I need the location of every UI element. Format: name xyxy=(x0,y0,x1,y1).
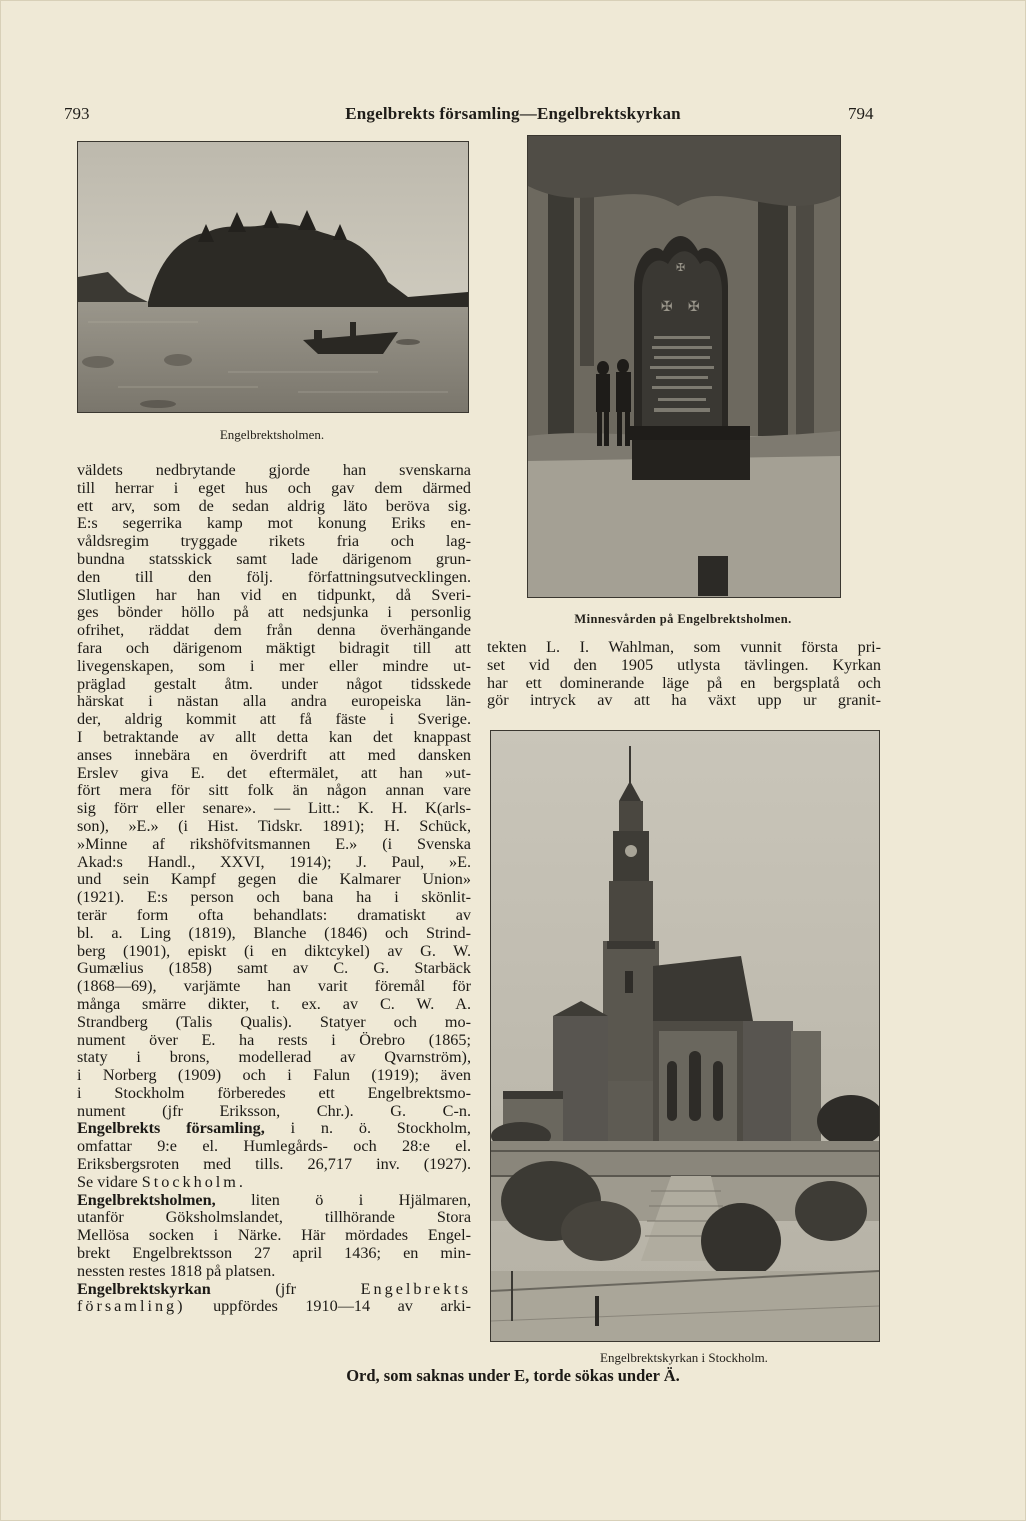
text-line: E:s segerrika kamp mot konung Eriks en- xyxy=(77,514,471,533)
svg-text:✠: ✠ xyxy=(661,299,673,315)
cross-reference: Stockholm. xyxy=(141,1172,246,1191)
text-line: nessten restes 1818 på platsen. xyxy=(77,1261,276,1280)
text-line: und sein Kampf gegen die Kalmarer Union» xyxy=(77,870,471,889)
text-line: tekten L. I. Wahlman, som vunnit första pri- xyxy=(487,638,881,656)
cross-reference: församling) xyxy=(77,1297,186,1316)
photo-church xyxy=(490,730,880,1342)
text-line: präglad gestalt åtm. under något tidsskede xyxy=(77,674,471,693)
text-line: terär form ofta behandlats: dramatiskt av xyxy=(77,905,471,924)
text-line: till herrar i eget hus och gav dem därmed xyxy=(77,478,471,497)
monument-picture xyxy=(528,136,840,597)
text-line: ges bönder höllo på att nedsjunka i personlig xyxy=(77,603,471,622)
caption-church: Engelbrektskyrkan i Stockholm. xyxy=(600,1350,768,1365)
text-line: bl. a. Ling (1819), Blanche (1846) och Strind- xyxy=(77,923,471,942)
text-line: I betraktande av allt detta kan det knappast xyxy=(77,727,471,746)
text-line: omfattar 9:e el. Humlegårds- och 28:e el. xyxy=(77,1137,471,1156)
text-line: i Stockholm förberedes ett Engelbrektsmo- xyxy=(77,1083,471,1102)
text-line: staty i brons, modellerad av Qvarnström), xyxy=(77,1048,471,1067)
caption-engelbrektsholmen: Engelbrektsholmen. xyxy=(219,427,325,442)
entry-forsamling-line xyxy=(77,1120,471,1138)
text-line: Mellösa socken i Närke. Här mördades Engel- xyxy=(77,1226,471,1245)
text-line: anses innebära en överdrift att med dansken xyxy=(77,745,471,764)
entry-text: (jfr xyxy=(210,1279,361,1298)
entry-head: Engelbrektsholmen, xyxy=(77,1190,216,1209)
text-line: härskat i nästan alla andra europeiska län- xyxy=(77,692,471,711)
text-line: der, aldrig kommit att få fäste i Sverige. xyxy=(77,710,471,729)
page-number-right: 794 xyxy=(848,104,874,123)
text-line: Gumælius (1858) samt av C. G. Starbäck xyxy=(77,959,471,978)
text-line: brekt Engelbrektsson 27 april 1436; en min- xyxy=(77,1244,471,1263)
text-line: bundna statsskick samt lade därigenom grun- xyxy=(77,549,471,568)
text-line: livegenskapen, som i mer eller mindre ut- xyxy=(77,656,471,675)
text-line: »Minne af rikshöfvitsmannen E.» (i Svenska xyxy=(77,834,471,853)
text-line: fara och därigenom mäktigt bidragit till att xyxy=(77,638,471,657)
entry-kyrkan-line-2 xyxy=(77,1298,471,1316)
text-line: har ett dominerande läge på en bergsplatå och xyxy=(487,673,881,692)
text-line: (1921). E:s person och bana ha i skönlit- xyxy=(77,888,471,907)
text-line: fört mera för sitt folk än någon annan vare xyxy=(77,781,471,800)
text-line: berg (1901), episkt (i en diktcykel) av G. W. xyxy=(77,941,471,960)
page-number-left: 793 xyxy=(64,104,90,123)
text-line: Eriksbergsroten med tills. 26,717 inv. (1927). xyxy=(77,1155,471,1174)
text-line: Erslev giva E. det eftermälet, att han »ut- xyxy=(77,763,471,782)
text-line: många smärre dikter, t. ex. av C. W. A. xyxy=(77,994,471,1013)
right-column-text xyxy=(487,639,881,710)
text-line: son), »E.» (i Hist. Tidskr. 1891); H. Schück, xyxy=(77,816,471,835)
text-line: Strandberg (Talis Qualis). Statyer och mo- xyxy=(77,1012,471,1031)
entry-text: liten ö i Hjälmaren, xyxy=(215,1190,471,1209)
svg-text:✠: ✠ xyxy=(688,299,700,315)
entry-text: i n. ö. Stockholm, xyxy=(264,1119,471,1138)
left-column-text xyxy=(77,462,471,1316)
caption-monument: Minnesvården på Engelbrektsholmen. xyxy=(574,612,792,626)
text-line: nument över E. ha rests i Örebro (1865; xyxy=(77,1030,471,1049)
text-line: den till den följ. författningsutvecklingen. xyxy=(77,567,471,586)
text-line: nument (jfr Eriksson, Chr.). G. C-n. xyxy=(77,1101,471,1120)
text-line: sig förr eller senare». — Litt.: K. H. K(arls- xyxy=(77,799,471,818)
photo-monument xyxy=(527,135,841,598)
entry-holmen-line xyxy=(77,1192,471,1210)
text-line: utanför Göksholmslandet, tillhörande Stora xyxy=(77,1208,471,1227)
island-picture xyxy=(78,142,468,412)
text-line: Akad:s Handl., XXVI, 1914); J. Paul, »E. xyxy=(77,852,471,871)
footer-note: Ord, som saknas under E, torde sökas under Ä. xyxy=(346,1366,680,1385)
entry-text: Se vidare xyxy=(77,1172,142,1191)
cross-reference: Engelbrekts xyxy=(360,1279,471,1298)
text-line: Slutligen har han vid en tidpunkt, då Sveri- xyxy=(77,585,471,604)
text-line: i Norberg (1909) och i Falun (1919); även xyxy=(77,1066,471,1085)
text-line: väldets nedbrytande gjorde han svenskarna xyxy=(77,461,471,479)
text-line: ett arv, som de sedan aldrig läto beröva sig. xyxy=(77,496,471,515)
entry-head: Engelbrektskyrkan xyxy=(77,1279,211,1298)
text-line: ofrihet, räddat dem från denna överhängande xyxy=(77,621,471,640)
church-picture xyxy=(491,731,879,1341)
entry-kyrkan-line xyxy=(77,1281,471,1299)
text-line: våldsregim tryggade rikets fria och lag- xyxy=(77,532,471,551)
entry-text: uppfördes 1910—14 av arki- xyxy=(185,1297,471,1316)
text-line: set vid den 1905 utlysta tävlingen. Kyrkan xyxy=(487,655,881,674)
photo-engelbrektsholmen xyxy=(77,141,469,413)
text-line: gör intryck av att ha växt upp ur granit- xyxy=(487,691,881,710)
running-title: Engelbrekts församling—Engelbrektskyrkan xyxy=(345,104,681,123)
svg-text:✠: ✠ xyxy=(676,261,686,274)
text-line: (1868—69), varjämte han varit föremål för xyxy=(77,977,471,996)
entry-head: Engelbrekts församling, xyxy=(77,1119,265,1138)
entry-see-also-line xyxy=(77,1174,471,1192)
